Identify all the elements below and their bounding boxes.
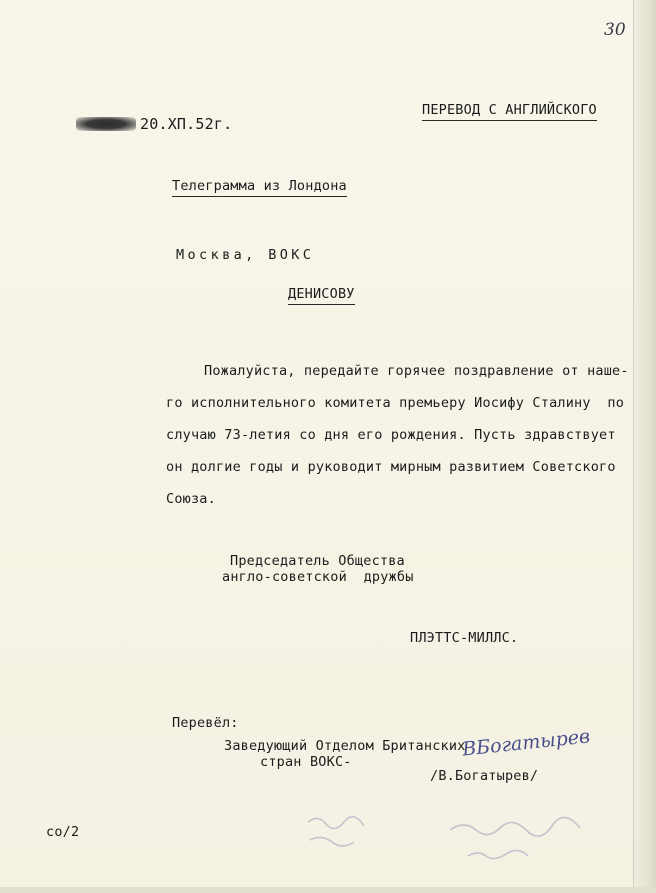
translator-name: /В.Богатырев/ xyxy=(430,768,539,784)
sheet-bottom-edge xyxy=(0,887,656,893)
page-number: 30 xyxy=(604,20,626,40)
translation-note: ПЕРЕВОД С АНГЛИЙСКОГО xyxy=(422,104,597,121)
ink-smudge xyxy=(76,117,136,131)
signatory-organization: англо-советской дружбы xyxy=(222,569,414,585)
body-line: Союза. xyxy=(166,491,216,507)
signatory-title: Председатель Общества xyxy=(230,553,405,569)
telegram-heading: Телеграмма из Лондона xyxy=(172,180,347,197)
handwritten-signature: ВБогатырев xyxy=(461,725,592,761)
body-line: Пожалуйста, передайте горячее поздравление от наше- xyxy=(204,363,629,379)
body-line: случаю 73-летия со дня его рождения. Пусть здравствует xyxy=(166,427,616,443)
pencil-note-right xyxy=(450,817,580,858)
date-line xyxy=(76,117,232,132)
translator-position: Заведующий Отделом Британских xyxy=(224,738,466,754)
pencil-archive-notes xyxy=(300,800,630,880)
pencil-note-left xyxy=(308,817,364,846)
recipient: ДЕНИСОВУ xyxy=(288,288,355,305)
footer-code: со/2 xyxy=(46,824,80,840)
signatory-name: ПЛЭТТС-МИЛЛС. xyxy=(410,630,519,646)
body-line: го исполнительного комитета премьеру Иосифу Сталину по xyxy=(166,395,625,411)
translator-label: Перевёл: xyxy=(172,715,239,731)
address-line: Москва, ВОКС xyxy=(176,247,315,263)
date: 20.XП.52г. xyxy=(140,115,233,133)
translator-department: стран ВОКС- xyxy=(260,754,352,770)
sheet-edge xyxy=(633,0,656,893)
body-line: он долгие годы и руководит мирным развитием Советского xyxy=(166,459,616,475)
